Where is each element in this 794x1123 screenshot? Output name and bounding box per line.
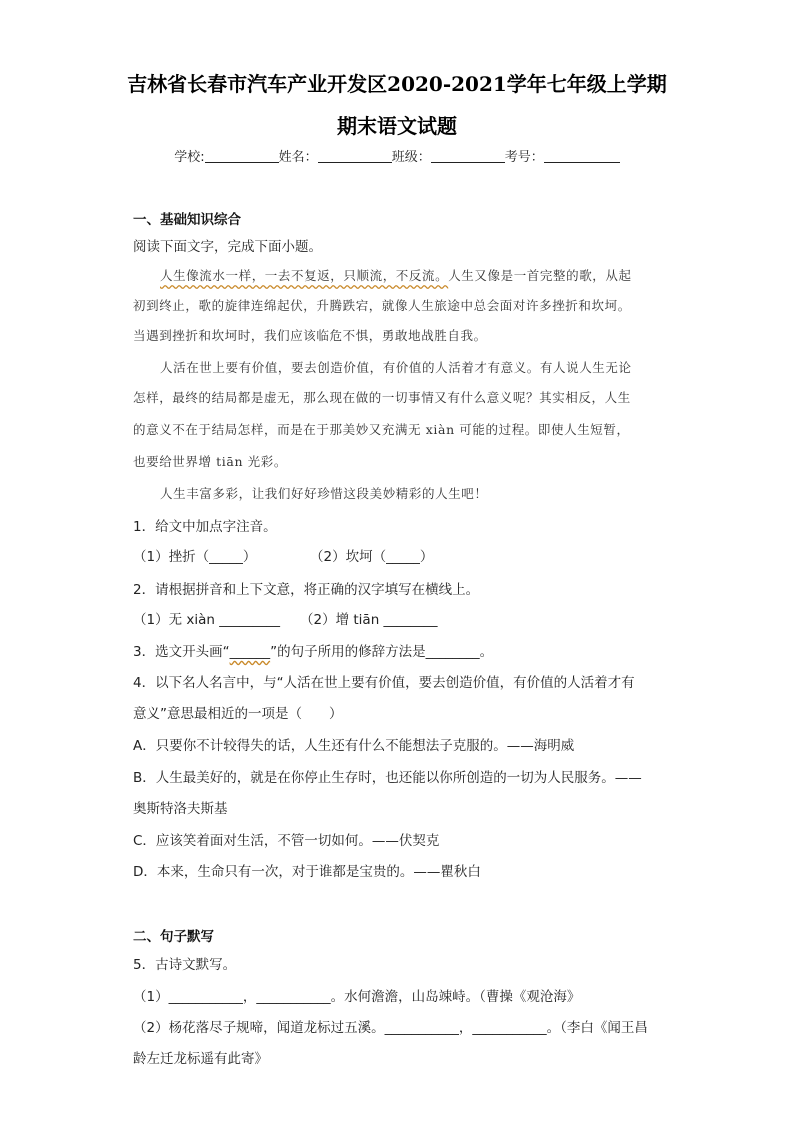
class-blank[interactable] [431,148,505,163]
passage-p2-line-2: 怎样，最终的结局都是虚无，那么现在做的一切事情又有什么意义呢？其实相反，人生 [133,390,631,405]
passage-p2-line-3: 的意义不在于结局怎样，而是在于那美妙又充满无 xiàn 可能的过程。即使人生短暂， [133,422,630,437]
option-b-line-2: 奥斯特洛夫斯基 [133,801,228,817]
passage-p1-line-1: 人生像流水一样，一去不复返，只顺流，不反流。人生又像是一首完整的歌，从起 [160,268,632,283]
question-5-part-1: （1）___________，___________。水何澹澹，山岛竦峙。（曹操《观沧海》 [133,989,581,1005]
section-2-heading: 二、句子默写 [133,929,214,945]
option-b-line-1[interactable]: B．人生最美好的，就是在你停止生存时，也还能以你所创造的一切为人民服务。—— [133,770,642,786]
option-a[interactable]: A．只要你不计较得失的话，人生还有什么不能想法子克服的。——海明威 [133,738,575,754]
question-2: 2．请根据拼音和上下文意，将正确的汉字填写在横线上。 [133,582,480,598]
name-blank[interactable] [318,148,392,163]
passage-p2-line-1: 人活在世上要有价值，要去创造价值，有价值的人活着才有意义。有人说人生无论 [160,360,632,375]
question-3: 3．选文开头画“______”的句子所用的修辞方法是________。 [133,644,494,660]
school-label: 学校: [174,150,205,165]
question-2-part-1: （1）无 xiàn _________ [133,612,280,628]
exam-title-line-1: 吉林省长春市汽车产业开发区2020-2021学年七年级上学期 [127,72,667,96]
name-label: 姓名： [278,150,318,165]
exam-title-line-2: 期末语文试题 [337,114,457,138]
wavy-sample: ______ [229,644,271,660]
option-d[interactable]: D．本来，生命只有一次，对于谁都是宝贵的。——瞿秋白 [133,864,481,880]
passage-p3: 人生丰富多彩，让我们好好珍惜这段美妙精彩的人生吧！ [160,486,488,501]
wavy-underlined-sentence: 人生像流水一样，一去不复返，只顺流，不反流。 [160,268,449,283]
question-4-line-2: 意义”意思最相近的一项是（ ） [133,706,343,722]
question-1-part-2: （2）坎坷（_____） [310,549,434,565]
reading-instruction: 阅读下面文字，完成下面小题。 [133,239,322,255]
student-info-row [0,146,794,165]
passage-p1-line-2: 初到终止，歌的旋律连绵起伏，升腾跌宕，就像人生旅途中总会面对许多挫折和坎坷。 [133,298,631,313]
question-5: 5．古诗文默写。 [133,957,237,973]
class-label: 班级： [391,150,431,165]
question-5-part-2-line-1: （2）杨花落尽子规啼，闻道龙标过五溪。___________，___________。（李白《闻王昌 [133,1020,648,1036]
question-4-line-1: 4．以下名人名言中，与“人活在世上要有价值，要去创造价值，有价值的人活着才有 [133,675,635,691]
number-blank[interactable] [544,148,620,163]
passage-p2-line-4: 也要给世界增 tiān 光彩。 [133,454,287,469]
question-1-part-1: （1）挫折（_____） [133,549,257,565]
number-label: 考号： [504,150,544,165]
passage-p1-line-3: 当遇到挫折和坎坷时，我们应该临危不惧，勇敢地战胜自我。 [133,328,487,343]
question-1: 1．给文中加点字注音。 [133,519,277,535]
question-5-part-2-line-2: 龄左迁龙标遥有此寄》 [133,1051,268,1067]
school-blank[interactable] [205,148,279,163]
question-2-part-2: （2）增 tiān ________ [300,612,438,628]
option-c[interactable]: C．应该笑着面对生活，不管一切如何。——伏契克 [133,833,440,849]
section-1-heading: 一、基础知识综合 [133,212,241,228]
